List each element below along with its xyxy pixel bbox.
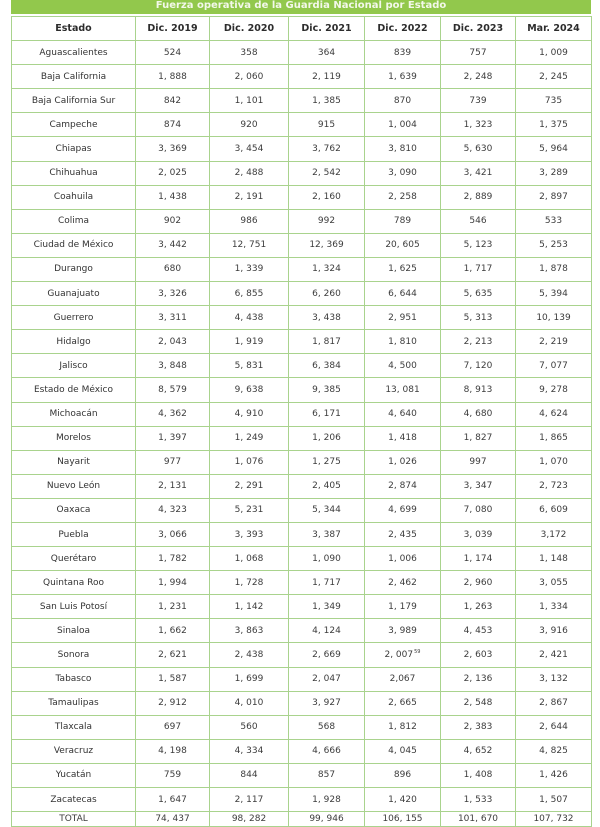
value-cell: 4, 323: [136, 498, 210, 522]
value-cell: 6, 384: [289, 354, 365, 378]
value-cell: 2, 542: [289, 161, 365, 185]
value-cell: 2, 421: [516, 643, 592, 667]
value-cell: 739: [441, 89, 516, 113]
header-row: [12, 17, 592, 41]
table-row: [12, 354, 592, 378]
value-cell: 1, 206: [289, 426, 365, 450]
value-cell: 992: [289, 209, 365, 233]
value-cell: 2, 043: [136, 330, 210, 354]
value-cell: 5, 344: [289, 498, 365, 522]
value-cell: 3,172: [516, 522, 592, 546]
table-row: [12, 691, 592, 715]
value-cell: 1, 812: [365, 715, 441, 739]
value-cell: 2, 136: [441, 667, 516, 691]
value-cell: 5, 831: [210, 354, 289, 378]
table-row: [12, 257, 592, 281]
value-cell: 3, 387: [289, 522, 365, 546]
value-cell: [365, 643, 441, 667]
table-row: [12, 113, 592, 137]
value-cell: 1, 408: [441, 763, 516, 787]
value-cell: 3, 863: [210, 619, 289, 643]
value-cell: 2, 435: [365, 522, 441, 546]
table-row: [12, 474, 592, 498]
value-cell: 6, 171: [289, 402, 365, 426]
value-cell: 3, 810: [365, 137, 441, 161]
table-row: [12, 788, 592, 812]
value-cell: 4, 652: [441, 739, 516, 763]
value-cell: 896: [365, 763, 441, 787]
value-cell: 1, 090: [289, 547, 365, 571]
table-row: [12, 498, 592, 522]
state-name: Campeche: [12, 113, 136, 137]
value-cell: 2, 951: [365, 306, 441, 330]
value-cell: 4, 010: [210, 691, 289, 715]
value-cell: 3, 132: [516, 667, 592, 691]
value-cell: 9, 278: [516, 378, 592, 402]
value-cell: 839: [365, 41, 441, 65]
value-cell: 789: [365, 209, 441, 233]
value-cell: 1, 375: [516, 113, 592, 137]
value-cell: 8, 579: [136, 378, 210, 402]
value-cell: 1, 263: [441, 595, 516, 619]
value-cell: 2, 219: [516, 330, 592, 354]
value-cell: 1, 717: [289, 571, 365, 595]
guardia-nacional-table: [11, 16, 592, 827]
value-cell: 2, 603: [441, 643, 516, 667]
total-cell: 106, 155: [365, 812, 441, 827]
table-row: [12, 547, 592, 571]
value-cell: 1, 699: [210, 667, 289, 691]
value-cell: 1, 009: [516, 41, 592, 65]
state-name: Jalisco: [12, 354, 136, 378]
value-cell: 4, 910: [210, 402, 289, 426]
state-name: San Luis Potosí: [12, 595, 136, 619]
value-cell: 10, 139: [516, 306, 592, 330]
value-cell: 2, 383: [441, 715, 516, 739]
state-name: Ciudad de México: [12, 233, 136, 257]
value-cell: 2, 119: [289, 65, 365, 89]
value-cell: 1, 004: [365, 113, 441, 137]
value-cell: 1, 587: [136, 667, 210, 691]
value-cell: 874: [136, 113, 210, 137]
state-name: Aguascalientes: [12, 41, 136, 65]
value-cell: 997: [441, 450, 516, 474]
value-cell: 1, 101: [210, 89, 289, 113]
value-cell: 2, 912: [136, 691, 210, 715]
state-name: Veracruz: [12, 739, 136, 763]
value-cell: 4, 362: [136, 402, 210, 426]
state-name: Tabasco: [12, 667, 136, 691]
value-cell: 3, 916: [516, 619, 592, 643]
value-cell: 4, 334: [210, 739, 289, 763]
state-name: Baja California Sur: [12, 89, 136, 113]
state-name: Yucatán: [12, 763, 136, 787]
value-cell: 1, 888: [136, 65, 210, 89]
state-name: Chiapas: [12, 137, 136, 161]
value-cell: 5, 123: [441, 233, 516, 257]
value-cell: 2, 405: [289, 474, 365, 498]
value-cell: 857: [289, 763, 365, 787]
value-cell: 7, 120: [441, 354, 516, 378]
table-row: [12, 402, 592, 426]
table-row: [12, 282, 592, 306]
value-cell: 3, 393: [210, 522, 289, 546]
value-cell: 568: [289, 715, 365, 739]
value-cell: 5, 253: [516, 233, 592, 257]
value-cell: 9, 638: [210, 378, 289, 402]
value-cell: 2, 669: [289, 643, 365, 667]
value-cell: 1, 249: [210, 426, 289, 450]
state-name: Zacatecas: [12, 788, 136, 812]
value-cell: 2, 897: [516, 185, 592, 209]
total-cell: 101, 670: [441, 812, 516, 827]
value-cell: 3, 989: [365, 619, 441, 643]
value-cell: 2, 117: [210, 788, 289, 812]
value-cell: 1, 928: [289, 788, 365, 812]
value-cell: 2, 160: [289, 185, 365, 209]
value-cell: 12, 369: [289, 233, 365, 257]
value-cell: 2, 867: [516, 691, 592, 715]
value-cell: 4, 680: [441, 402, 516, 426]
value-cell: 1, 533: [441, 788, 516, 812]
table-title: Fuerza operativa de la Guardia Nacional por Estado: [11, 0, 591, 14]
value-cell: 5, 231: [210, 498, 289, 522]
value-cell: 1, 339: [210, 257, 289, 281]
value-cell: 1, 418: [365, 426, 441, 450]
value-cell: 3, 090: [365, 161, 441, 185]
value-cell: 902: [136, 209, 210, 233]
state-name: Nayarit: [12, 450, 136, 474]
value-cell: 2, 248: [441, 65, 516, 89]
value-cell: 2, 131: [136, 474, 210, 498]
value-cell: 4, 666: [289, 739, 365, 763]
value-cell: 1, 397: [136, 426, 210, 450]
value-cell: 2, 060: [210, 65, 289, 89]
value-cell: 1, 068: [210, 547, 289, 571]
value-cell: 1, 076: [210, 450, 289, 474]
value-cell: 1, 717: [441, 257, 516, 281]
value-cell: 4, 198: [136, 739, 210, 763]
value-cell: 5, 630: [441, 137, 516, 161]
value-cell: 3, 311: [136, 306, 210, 330]
value-cell: 680: [136, 257, 210, 281]
value-cell: 3, 039: [441, 522, 516, 546]
value-cell: 364: [289, 41, 365, 65]
value-cell: 1, 323: [441, 113, 516, 137]
value-cell: 1, 878: [516, 257, 592, 281]
table-row: [12, 65, 592, 89]
value-cell: 6, 855: [210, 282, 289, 306]
value-cell: 7, 077: [516, 354, 592, 378]
value-cell: 986: [210, 209, 289, 233]
value-cell: 1, 810: [365, 330, 441, 354]
value-cell: 4, 699: [365, 498, 441, 522]
value-cell: 3, 066: [136, 522, 210, 546]
table-row: [12, 209, 592, 233]
value-cell: 6, 260: [289, 282, 365, 306]
value-cell: 1, 349: [289, 595, 365, 619]
value-cell: 977: [136, 450, 210, 474]
state-name: Quintana Roo: [12, 571, 136, 595]
value-cell: 1, 334: [516, 595, 592, 619]
column-header-dic-2020: Dic. 2020: [210, 17, 289, 41]
state-name: Oaxaca: [12, 498, 136, 522]
total-cell: 107, 732: [516, 812, 592, 827]
value-cell: 2, 258: [365, 185, 441, 209]
value-cell: 5, 394: [516, 282, 592, 306]
value-cell: 560: [210, 715, 289, 739]
table-row: [12, 233, 592, 257]
table-row: [12, 571, 592, 595]
table-row: [12, 185, 592, 209]
table-row: [12, 595, 592, 619]
value-cell: 4, 124: [289, 619, 365, 643]
state-name: Morelos: [12, 426, 136, 450]
value-cell: 759: [136, 763, 210, 787]
value-cell: 2, 621: [136, 643, 210, 667]
value-cell: 4, 453: [441, 619, 516, 643]
value-cell: 1, 827: [441, 426, 516, 450]
value-cell: 533: [516, 209, 592, 233]
table-row: [12, 619, 592, 643]
value-cell: 4, 640: [365, 402, 441, 426]
value-cell: 3, 848: [136, 354, 210, 378]
table-row: [12, 667, 592, 691]
column-header-mar-2024: Mar. 2024: [516, 17, 592, 41]
table-row: [12, 450, 592, 474]
value-cell: 2, 191: [210, 185, 289, 209]
value-cell: 1, 426: [516, 763, 592, 787]
state-name: Tlaxcala: [12, 715, 136, 739]
state-name: Sinaloa: [12, 619, 136, 643]
value-cell: 757: [441, 41, 516, 65]
table-row: [12, 426, 592, 450]
total-row: [12, 812, 592, 827]
total-cell: 98, 282: [210, 812, 289, 827]
value-cell: 3, 762: [289, 137, 365, 161]
value-cell: 5, 964: [516, 137, 592, 161]
total-label: TOTAL: [12, 812, 136, 827]
value-cell: 8, 913: [441, 378, 516, 402]
value-cell: 2, 438: [210, 643, 289, 667]
value-cell: 2, 245: [516, 65, 592, 89]
table-row: [12, 161, 592, 185]
value-cell: 2, 548: [441, 691, 516, 715]
value-cell: 20, 605: [365, 233, 441, 257]
value-cell: 1, 438: [136, 185, 210, 209]
value-cell: 1, 994: [136, 571, 210, 595]
value-cell: 1, 385: [289, 89, 365, 113]
value-cell: 358: [210, 41, 289, 65]
state-name: Guerrero: [12, 306, 136, 330]
value-cell: 4, 624: [516, 402, 592, 426]
value-cell: 1, 919: [210, 330, 289, 354]
column-header-estado: Estado: [12, 17, 136, 41]
value-cell: 1, 324: [289, 257, 365, 281]
value-cell: 4, 500: [365, 354, 441, 378]
value-cell: 1, 639: [365, 65, 441, 89]
value-cell: 546: [441, 209, 516, 233]
value-cell: 2, 047: [289, 667, 365, 691]
value-cell: 915: [289, 113, 365, 137]
value-cell: 844: [210, 763, 289, 787]
value-cell: 3, 326: [136, 282, 210, 306]
column-header-dic-2019: Dic. 2019: [136, 17, 210, 41]
state-name: Sonora: [12, 643, 136, 667]
table-row: [12, 89, 592, 113]
value-cell: 1, 026: [365, 450, 441, 474]
value-cell: 524: [136, 41, 210, 65]
value-cell: 1, 275: [289, 450, 365, 474]
value-cell: 1, 142: [210, 595, 289, 619]
value-cell: 4, 438: [210, 306, 289, 330]
value-cell: 13, 081: [365, 378, 441, 402]
value-cell: 1, 070: [516, 450, 592, 474]
state-name: Michoacán: [12, 402, 136, 426]
value-cell: 1, 148: [516, 547, 592, 571]
state-name: Durango: [12, 257, 136, 281]
total-cell: 99, 946: [289, 812, 365, 827]
value-cell: 2, 488: [210, 161, 289, 185]
value-cell: 1, 625: [365, 257, 441, 281]
value-cell: 842: [136, 89, 210, 113]
value-cell: 4, 045: [365, 739, 441, 763]
column-header-dic-2023: Dic. 2023: [441, 17, 516, 41]
value-cell: 3, 055: [516, 571, 592, 595]
value-cell: 3, 927: [289, 691, 365, 715]
state-name: Estado de México: [12, 378, 136, 402]
table-row: [12, 137, 592, 161]
table-row: [12, 643, 592, 667]
value-cell: 1, 817: [289, 330, 365, 354]
table-row: [12, 330, 592, 354]
table-row: [12, 41, 592, 65]
state-name: Nuevo León: [12, 474, 136, 498]
value-cell: 3, 421: [441, 161, 516, 185]
value-cell: 1, 507: [516, 788, 592, 812]
value-cell: 2, 213: [441, 330, 516, 354]
value-cell: 2, 723: [516, 474, 592, 498]
value-cell: 5, 635: [441, 282, 516, 306]
value-cell: 1, 420: [365, 788, 441, 812]
value-cell: 4, 825: [516, 739, 592, 763]
table-row: [12, 739, 592, 763]
value-cell: 3, 454: [210, 137, 289, 161]
value-cell: 9, 385: [289, 378, 365, 402]
state-name: Coahuila: [12, 185, 136, 209]
value-cell: 3, 369: [136, 137, 210, 161]
value-cell: 1, 006: [365, 547, 441, 571]
value-cell: 6, 644: [365, 282, 441, 306]
column-header-dic-2022: Dic. 2022: [365, 17, 441, 41]
value-cell: 697: [136, 715, 210, 739]
value-text: 2, 007: [384, 650, 414, 661]
column-header-dic-2021: Dic. 2021: [289, 17, 365, 41]
value-cell: 2, 960: [441, 571, 516, 595]
value-cell: 1, 865: [516, 426, 592, 450]
state-name: Tamaulipas: [12, 691, 136, 715]
value-cell: 1, 662: [136, 619, 210, 643]
table-row: [12, 763, 592, 787]
value-cell: 1, 728: [210, 571, 289, 595]
value-cell: 2, 644: [516, 715, 592, 739]
state-name: Puebla: [12, 522, 136, 546]
value-cell: 3, 438: [289, 306, 365, 330]
value-cell: 2, 665: [365, 691, 441, 715]
state-name: Guanajuato: [12, 282, 136, 306]
state-name: Chihuahua: [12, 161, 136, 185]
table-body: [12, 41, 592, 812]
value-cell: 12, 751: [210, 233, 289, 257]
value-cell: 2,067: [365, 667, 441, 691]
value-cell: 2, 874: [365, 474, 441, 498]
value-cell: 2, 889: [441, 185, 516, 209]
value-cell: 1, 647: [136, 788, 210, 812]
value-cell: 2, 291: [210, 474, 289, 498]
value-cell: 735: [516, 89, 592, 113]
state-name: Colima: [12, 209, 136, 233]
state-name: Hidalgo: [12, 330, 136, 354]
footnote-marker: 59: [414, 649, 421, 656]
table-row: [12, 306, 592, 330]
value-cell: 1, 179: [365, 595, 441, 619]
value-cell: 3, 442: [136, 233, 210, 257]
value-cell: 3, 347: [441, 474, 516, 498]
value-cell: 1, 174: [441, 547, 516, 571]
table-row: [12, 378, 592, 402]
value-cell: 920: [210, 113, 289, 137]
state-name: Querétaro: [12, 547, 136, 571]
value-cell: 6, 609: [516, 498, 592, 522]
value-cell: 1, 782: [136, 547, 210, 571]
value-cell: 5, 313: [441, 306, 516, 330]
table-row: [12, 715, 592, 739]
table-row: [12, 522, 592, 546]
value-cell: 2, 462: [365, 571, 441, 595]
value-cell: 2, 025: [136, 161, 210, 185]
value-cell: 3, 289: [516, 161, 592, 185]
value-cell: 7, 080: [441, 498, 516, 522]
total-cell: 74, 437: [136, 812, 210, 827]
value-cell: 870: [365, 89, 441, 113]
state-name: Baja California: [12, 65, 136, 89]
value-cell: 1, 231: [136, 595, 210, 619]
